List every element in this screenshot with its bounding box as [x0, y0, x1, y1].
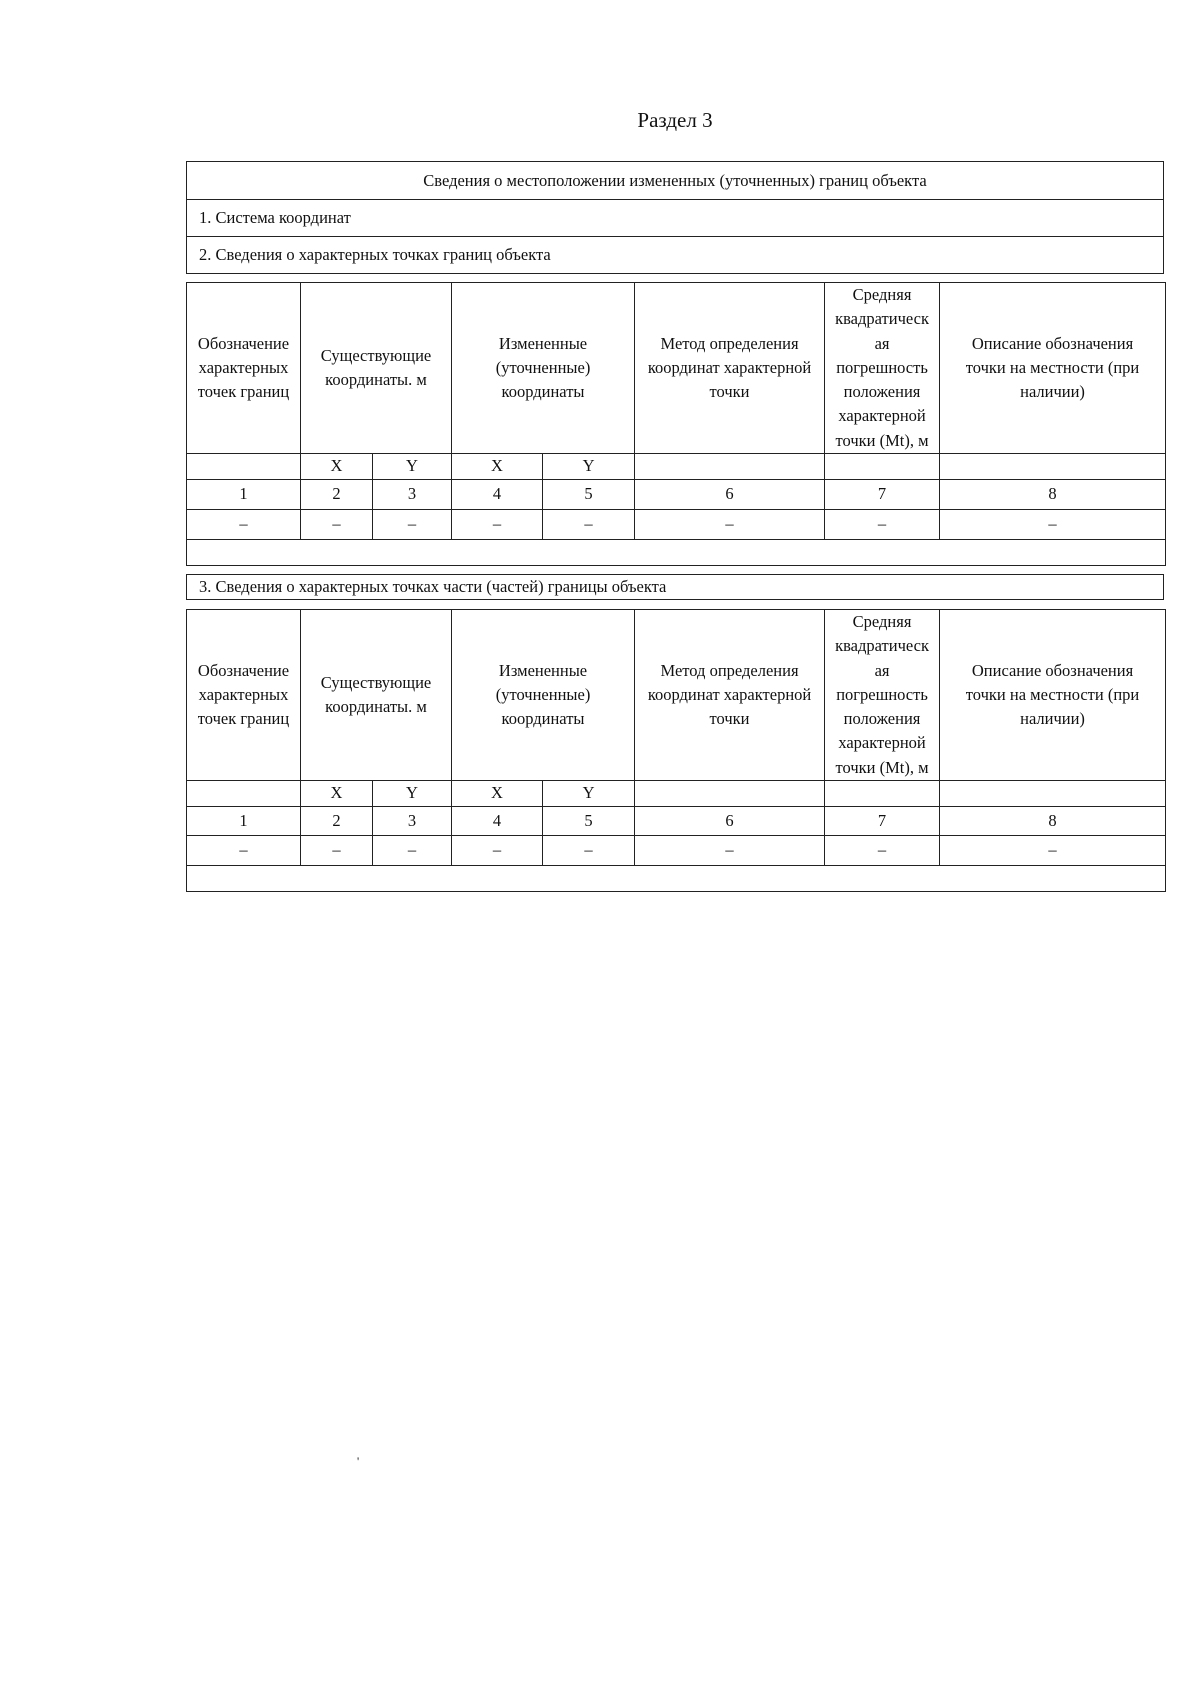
header-method: Метод определения координат характерной точки: [635, 283, 825, 454]
column-number: 3: [373, 807, 452, 836]
column-number: 8: [940, 480, 1166, 510]
dash-cell: –: [940, 836, 1166, 866]
dash-cell: –: [187, 836, 301, 866]
axis-row: [187, 781, 1166, 807]
dash-cell: –: [373, 836, 452, 866]
header-designation: Обозначение характерных точек границ: [187, 610, 301, 781]
dash-cell: –: [635, 836, 825, 866]
object-info-title: Сведения о местоположении измененных (уточненных) границ объекта: [187, 162, 1164, 200]
dash-cell: –: [940, 510, 1166, 540]
dash-cell: –: [373, 510, 452, 540]
axis-x: X: [301, 454, 373, 480]
column-number: 7: [825, 480, 940, 510]
empty-row: [187, 866, 1166, 892]
header-designation: Обозначение характерных точек границ: [187, 283, 301, 454]
dash-cell: –: [635, 510, 825, 540]
axis-x: X: [452, 454, 543, 480]
axis-x: X: [452, 781, 543, 807]
dash-cell: –: [452, 510, 543, 540]
header-accuracy: Средняя квадратическ ая погрешность положения характерной точки (Mt), м: [825, 610, 940, 781]
column-numbers-row: [187, 480, 1166, 510]
stray-mark: ': [357, 1454, 360, 1468]
parts-section-label: 3. Сведения о характерных точках части (частей) границы объекта: [187, 575, 1164, 600]
points-section-label: 2. Сведения о характерных точках границ объекта: [187, 237, 1164, 274]
column-number: 4: [452, 480, 543, 510]
object-info-block: [186, 161, 1164, 274]
column-number: 1: [187, 807, 301, 836]
column-number: 3: [373, 480, 452, 510]
axis-row: [187, 454, 1166, 480]
axis-y: Y: [543, 454, 635, 480]
axis-y: Y: [543, 781, 635, 807]
dash-cell: –: [301, 510, 373, 540]
header-description: Описание обозначения точки на местности (при наличии): [940, 610, 1166, 781]
points-table: [186, 282, 1166, 566]
dash-cell: –: [543, 510, 635, 540]
dash-cell: –: [301, 836, 373, 866]
column-number: 2: [301, 480, 373, 510]
column-number: 6: [635, 807, 825, 836]
header-existing-coords: Существующие координаты. м: [301, 610, 452, 781]
coord-system-label: 1. Система координат: [187, 200, 1164, 237]
empty-row: [187, 540, 1166, 566]
dash-cell: –: [187, 510, 301, 540]
parts-points-table: [186, 609, 1166, 892]
axis-y: Y: [373, 454, 452, 480]
column-number: 5: [543, 480, 635, 510]
header-existing-coords: Существующие координаты. м: [301, 283, 452, 454]
dash-cell: –: [825, 510, 940, 540]
header-changed-coords: Измененные (уточненные) координаты: [452, 610, 635, 781]
section-title: Раздел 3: [637, 108, 713, 132]
dash-cell: –: [825, 836, 940, 866]
column-number: 6: [635, 480, 825, 510]
dash-row: [187, 836, 1166, 866]
dash-cell: –: [452, 836, 543, 866]
dash-row: [187, 510, 1166, 540]
column-number: 1: [187, 480, 301, 510]
header-description: Описание обозначения точки на местности (при наличии): [940, 283, 1166, 454]
column-numbers-row: [187, 807, 1166, 836]
column-number: 4: [452, 807, 543, 836]
header-method: Метод определения координат характерной точки: [635, 610, 825, 781]
column-number: 5: [543, 807, 635, 836]
dash-cell: –: [543, 836, 635, 866]
axis-y: Y: [373, 781, 452, 807]
column-number: 2: [301, 807, 373, 836]
column-number: 7: [825, 807, 940, 836]
axis-x: X: [301, 781, 373, 807]
header-changed-coords: Измененные (уточненные) координаты: [452, 283, 635, 454]
column-number: 8: [940, 807, 1166, 836]
parts-info-block: [186, 574, 1164, 600]
header-accuracy: Средняя квадратическ ая погрешность положения характерной точки (Mt), м: [825, 283, 940, 454]
